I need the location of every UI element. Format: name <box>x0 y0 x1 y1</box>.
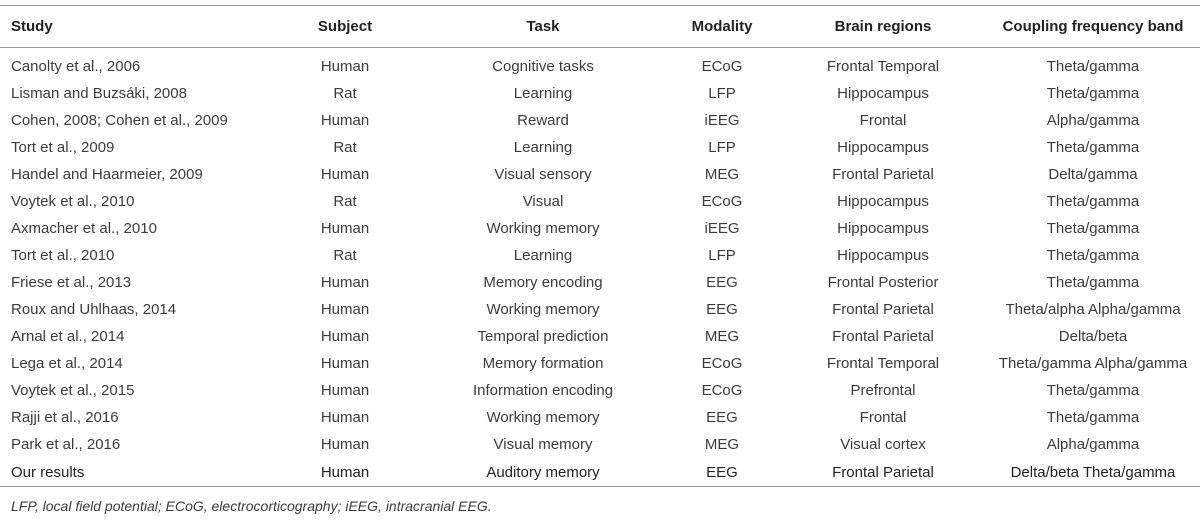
table-body <box>0 48 1200 487</box>
cell-modality: ECoG <box>701 58 743 75</box>
cell-task: Memory encoding <box>483 274 603 291</box>
cell-coupling-band: Theta/gamma <box>1046 58 1140 75</box>
cell-task: Visual memory <box>493 436 593 453</box>
cell-modality: LFP <box>708 85 736 102</box>
table-row <box>0 242 1200 269</box>
table-row <box>0 134 1200 161</box>
cell-study: Voytek et al., 2010 <box>11 193 135 210</box>
table-row <box>0 269 1200 296</box>
cell-brain-regions: Frontal Posterior <box>827 274 939 291</box>
cell-study: Axmacher et al., 2010 <box>11 220 157 237</box>
cell-brain-regions: Frontal <box>859 409 907 426</box>
cell-subject: Human <box>320 301 370 318</box>
cell-brain-regions: Hippocampus <box>837 139 929 156</box>
cell-task: Learning <box>513 247 573 264</box>
cell-subject: Human <box>320 220 370 237</box>
cell-coupling-band: Theta/gamma Alpha/gamma <box>998 355 1188 372</box>
cell-subject: Human <box>320 166 370 183</box>
cell-study: Cohen, 2008; Cohen et al., 2009 <box>11 112 228 129</box>
cell-task: Working memory <box>486 220 600 237</box>
cell-brain-regions: Frontal Parietal <box>832 301 934 318</box>
table-row <box>0 404 1200 431</box>
cell-study: Arnal et al., 2014 <box>11 328 125 345</box>
cell-coupling-band: Delta/gamma <box>1048 166 1138 183</box>
cell-subject: Rat <box>333 193 357 210</box>
header-row <box>0 6 1200 48</box>
cell-coupling-band: Theta/gamma <box>1046 139 1140 156</box>
cell-modality: ECoG <box>701 193 743 210</box>
cell-subject: Human <box>268 458 422 487</box>
cell-subject: Human <box>320 328 370 345</box>
cell-study: Tort et al., 2010 <box>11 247 115 264</box>
table-header <box>0 6 1200 48</box>
table-row <box>0 188 1200 215</box>
table-row <box>0 296 1200 323</box>
cell-coupling-band: Theta/gamma <box>1046 193 1140 210</box>
cell-subject: Rat <box>333 139 357 156</box>
cell-task: Reward <box>517 112 569 129</box>
cell-brain-regions: Hippocampus <box>837 85 929 102</box>
cell-coupling-band: Theta/gamma <box>1046 382 1140 399</box>
table-row <box>0 350 1200 377</box>
cell-subject: Human <box>320 382 370 399</box>
cell-modality: MEG <box>704 166 740 183</box>
cell-study: Roux and Uhlhaas, 2014 <box>11 301 177 318</box>
cell-modality: EEG <box>706 274 738 291</box>
table-row <box>0 215 1200 242</box>
cell-study: Friese et al., 2013 <box>11 274 132 291</box>
cell-coupling-band: Theta/gamma <box>1046 274 1140 291</box>
cell-subject: Human <box>320 355 370 372</box>
cell-modality: EEG <box>706 301 738 318</box>
header-subject: Subject <box>268 6 422 48</box>
cell-subject: Human <box>320 58 370 75</box>
cell-modality: ECoG <box>701 355 743 372</box>
header-coupling-band: Coupling frequency band <box>986 6 1200 48</box>
cell-task: Auditory memory <box>422 458 664 487</box>
cell-modality: LFP <box>708 247 736 264</box>
cell-modality: iEEG <box>704 112 740 129</box>
cell-study: Handel and Haarmeier, 2009 <box>11 166 203 183</box>
cell-study: Voytek et al., 2015 <box>11 382 135 399</box>
header-study: Study <box>0 6 268 48</box>
cell-task: Learning <box>513 139 573 156</box>
cell-task: Visual sensory <box>494 166 592 183</box>
cell-task: Cognitive tasks <box>492 58 594 75</box>
cell-brain-regions: Hippocampus <box>837 193 929 210</box>
cell-task: Working memory <box>486 301 600 318</box>
cell-coupling-band: Theta/gamma <box>1046 247 1140 264</box>
cell-coupling-band: Theta/gamma <box>1046 409 1140 426</box>
cell-study: Our results <box>0 458 268 487</box>
cell-task: Memory formation <box>482 355 604 372</box>
cell-subject: Human <box>320 409 370 426</box>
cell-study: Park et al., 2016 <box>11 436 121 453</box>
header-brain-regions: Brain regions <box>780 6 986 48</box>
cell-study: Canolty et al., 2006 <box>11 58 141 75</box>
cell-subject: Human <box>320 436 370 453</box>
table-row <box>0 80 1200 107</box>
cell-coupling-band: Theta/gamma <box>1046 220 1140 237</box>
cell-task: Learning <box>513 85 573 102</box>
cell-modality: EEG <box>706 409 738 426</box>
cell-brain-regions: Hippocampus <box>837 220 929 237</box>
cell-brain-regions: Visual cortex <box>840 436 926 453</box>
cell-modality: ECoG <box>701 382 743 399</box>
cell-study: Lega et al., 2014 <box>11 355 123 372</box>
table-row <box>0 107 1200 134</box>
cell-subject: Rat <box>333 85 357 102</box>
cell-brain-regions: Frontal Temporal <box>826 355 940 372</box>
cell-study: Tort et al., 2009 <box>11 139 115 156</box>
cell-coupling-band: Delta/beta Theta/gamma <box>986 458 1200 487</box>
cell-modality: iEEG <box>704 220 740 237</box>
cell-study: Lisman and Buzsáki, 2008 <box>11 85 187 102</box>
table-row <box>0 53 1200 80</box>
cell-brain-regions: Frontal Parietal <box>832 166 934 183</box>
table-row <box>0 323 1200 350</box>
cell-subject: Human <box>320 274 370 291</box>
cell-task: Working memory <box>486 409 600 426</box>
cell-modality: MEG <box>704 436 740 453</box>
cell-subject: Rat <box>333 247 357 264</box>
cell-coupling-band: Theta/alpha Alpha/gamma <box>1005 301 1181 318</box>
table-row <box>0 458 1200 487</box>
cell-brain-regions: Prefrontal <box>850 382 916 399</box>
header-task: Task <box>422 6 664 48</box>
cell-modality: EEG <box>664 458 780 487</box>
cell-brain-regions: Frontal <box>859 112 907 129</box>
cell-coupling-band: Alpha/gamma <box>1046 436 1140 453</box>
cell-modality: MEG <box>704 328 740 345</box>
table-row <box>0 161 1200 188</box>
cell-brain-regions: Hippocampus <box>837 247 929 264</box>
studies-table <box>0 5 1200 487</box>
table-row <box>0 431 1200 458</box>
cell-coupling-band: Theta/gamma <box>1046 85 1140 102</box>
cell-task: Visual <box>522 193 564 210</box>
cell-brain-regions: Frontal Parietal <box>832 328 934 345</box>
header-modality: Modality <box>664 6 780 48</box>
cell-brain-regions: Frontal Temporal <box>826 58 940 75</box>
cell-task: Temporal prediction <box>477 328 609 345</box>
cell-coupling-band: Delta/beta <box>1058 328 1128 345</box>
cell-modality: LFP <box>708 139 736 156</box>
table-row <box>0 377 1200 404</box>
table-footnote: LFP, local field potential; ECoG, electrocorticography; iEEG, intracranial EEG. <box>11 498 492 514</box>
cell-task: Information encoding <box>472 382 614 399</box>
cell-subject: Human <box>320 112 370 129</box>
cell-study: Rajji et al., 2016 <box>11 409 119 426</box>
cell-coupling-band: Alpha/gamma <box>1046 112 1140 129</box>
cell-brain-regions: Frontal Parietal <box>780 458 986 487</box>
